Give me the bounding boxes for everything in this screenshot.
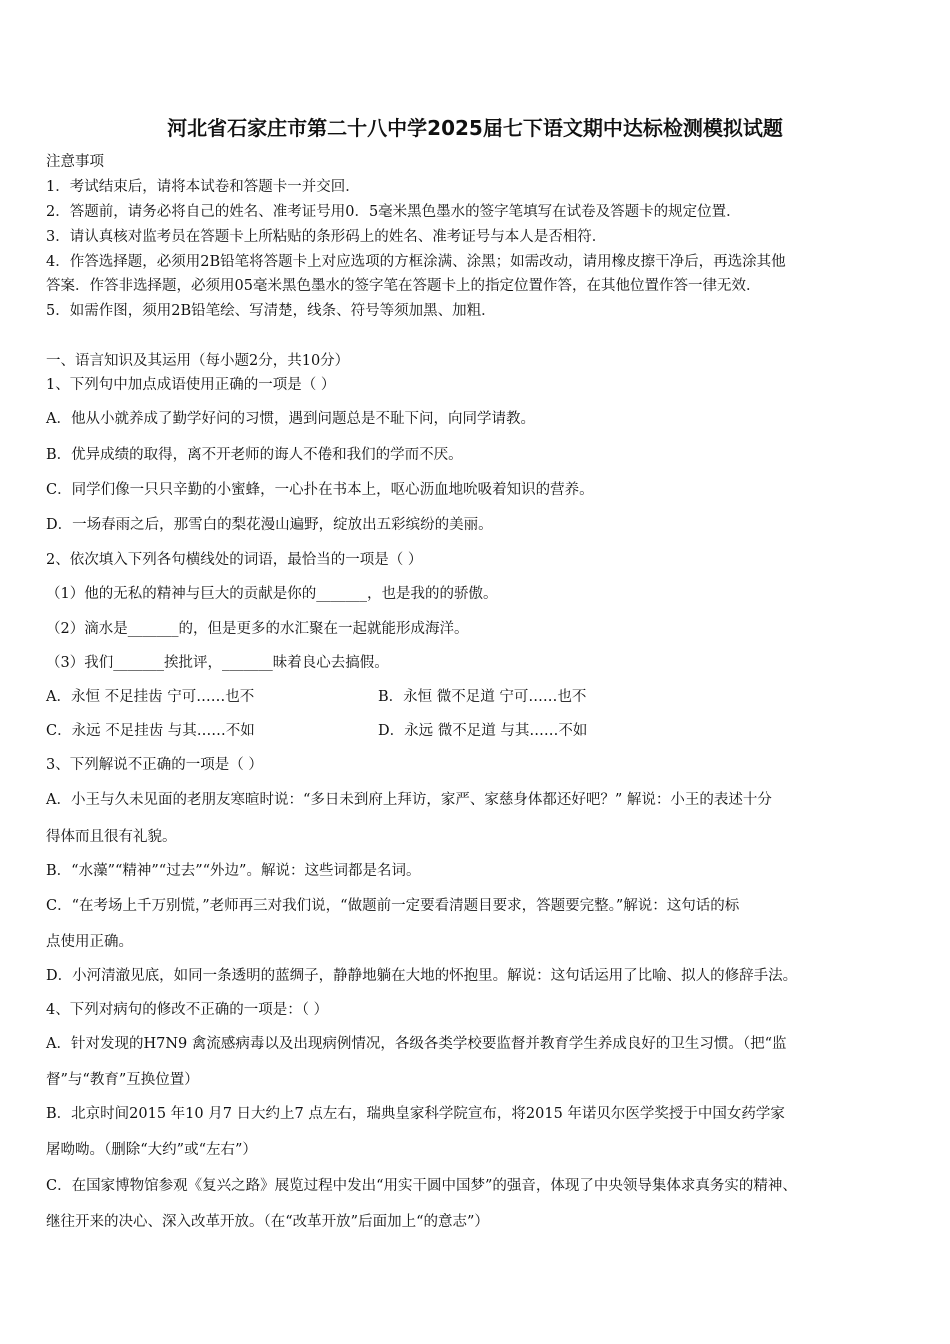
- sentence-3: （3）我们_______挨批评，_______昧着良心去搞假。: [46, 655, 389, 671]
- option-a: A．针对发现的H7N9 禽流感病毒以及出现病例情况，各级各类学校要监督并教育学生养成良好的卫生习惯。（把“监: [46, 1036, 787, 1052]
- option-b-cont: 屠呦呦。（删除“大约”或“左右”）: [46, 1142, 257, 1158]
- option-c: C．同学们像一只只辛勤的小蜜蜂，一心扑在书本上，呕心沥血地吮吸着知识的营养。: [46, 482, 594, 498]
- option-a-cont: 督”与“教育”互换位置）: [46, 1072, 199, 1088]
- notice-item: 3．请认真核对监考员在答题卡上所粘贴的条形码上的姓名、准考证号与本人是否相符．: [46, 229, 607, 245]
- option-c: C．在国家博物馆参观《复兴之路》展览过程中发出“用实干圆中国梦”的强音，体现了中央领导集体求真务实的精神、: [46, 1178, 797, 1194]
- sentence-2: （2）滴水是_______的，但是更多的水汇聚在一起就能形成海洋。: [46, 621, 469, 637]
- option-b: B．北京时间2015 年10 月7 日大约上7 点左右，瑞典皇家科学院宣布，将2015 年诺贝尔医学奖授于中国女药学家: [46, 1106, 785, 1122]
- sentence-1: （1）他的无私的精神与巨大的贡献是你的_______，也是我的的骄傲。: [46, 586, 498, 602]
- option-b: B．永恒 微不足道 宁可……也不: [378, 689, 587, 705]
- option-c-cont: 继往开来的决心、深入改革开放。（在“改革开放”后面加上“的意志”）: [46, 1214, 489, 1230]
- option-a: A．他从小就养成了勤学好问的习惯，遇到问题总是不耻下问，向同学请教。: [46, 411, 535, 427]
- question-stem: 3、下列解说不正确的一项是（ ）: [46, 757, 263, 773]
- option-c: C．“在考场上千万别慌，”老师再三对我们说，“做题前一定要看清题目要求，答题要完整。”解说：这句话的标: [46, 898, 740, 914]
- notice-item: 1．考试结束后，请将本试卷和答题卡一并交回．: [46, 179, 360, 195]
- notice-item: 答案．作答非选择题，必须用05毫米黑色墨水的签字笔在答题卡上的指定位置作答，在其他位置作答一律无效．: [46, 278, 761, 294]
- option-d: D．永远 微不足道 与其……不如: [378, 723, 588, 739]
- option-b: B．“水藻”“精神”“过去”“外边”。解说：这些词都是名词。: [46, 863, 421, 879]
- option-b: B．优异成绩的取得，离不开老师的诲人不倦和我们的学而不厌。: [46, 447, 463, 463]
- option-a: A．永恒 不足挂齿 宁可……也不: [46, 689, 255, 705]
- page-title: 河北省石家庄市第二十八中学2025届七下语文期中达标检测模拟试题: [167, 116, 783, 140]
- notice-item: 5．如需作图，须用2B铅笔绘、写清楚，线条、符号等须加黑、加粗．: [46, 303, 496, 319]
- option-c: C．永远 不足挂齿 与其……不如: [46, 723, 255, 739]
- notice-item: 4．作答选择题，必须用2B铅笔将答题卡上对应选项的方框涂满、涂黑；如需改动，请用橡皮擦干净后，再选涂其他: [46, 254, 786, 270]
- option-a-cont: 得体而且很有礼貌。: [46, 829, 177, 845]
- section-heading: 一、语言知识及其运用（每小题2分，共10分）: [46, 353, 350, 369]
- notice-item: 2．答题前，请务必将自己的姓名、准考证号用0．5毫米黑色墨水的签字笔填写在试卷及答题卡的规定位置．: [46, 204, 741, 220]
- question-stem: 1、下列句中加点成语使用正确的一项是（ ）: [46, 377, 336, 393]
- option-c-cont: 点使用正确。: [46, 934, 133, 950]
- option-a: A．小王与久未见面的老朋友寒暄时说：“多日未到府上拜访，家严、家慈身体都还好吧？” 解说：小王的表述十分: [46, 792, 772, 808]
- option-d: D．小河清澈见底，如同一条透明的蓝绸子，静静地躺在大地的怀抱里。解说：这句话运用了比喻、拟人的修辞手法。: [46, 968, 798, 984]
- notice-heading: 注意事项: [46, 154, 104, 170]
- question-stem: 2、依次填入下列各句横线处的词语，最恰当的一项是（ ）: [46, 552, 423, 568]
- option-d: D．一场春雨之后，那雪白的梨花漫山遍野，绽放出五彩缤纷的美丽。: [46, 517, 493, 533]
- question-stem: 4、下列对病句的修改不正确的一项是：（ ）: [46, 1002, 329, 1018]
